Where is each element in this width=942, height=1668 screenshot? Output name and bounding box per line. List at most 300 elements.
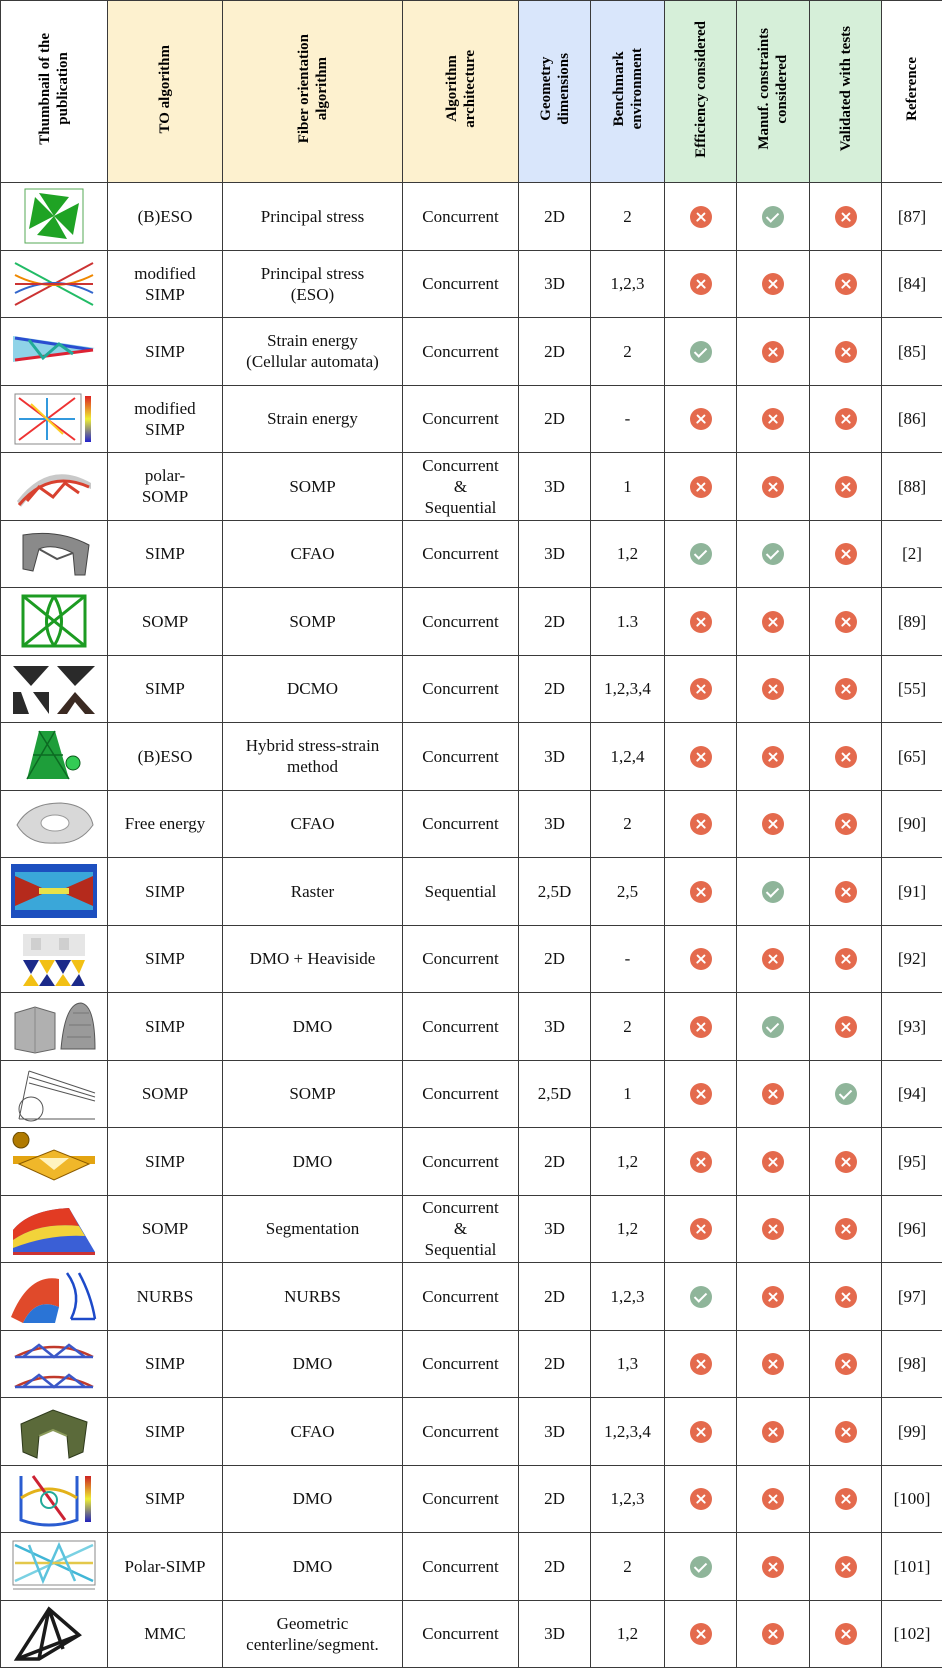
fiber-orientation-cell-text: DMO: [293, 1353, 333, 1374]
header-architecture-label: Algorithm architecture: [443, 50, 479, 128]
publication-thumbnail: [1, 322, 107, 380]
architecture-cell-text: Concurrent: [422, 1286, 498, 1307]
validated-cell: [810, 993, 882, 1061]
cross-circle-icon: [690, 1016, 712, 1038]
reference-cell: [882, 655, 942, 723]
benchmark-cell: [591, 925, 665, 993]
publication-thumbnail: [1, 1132, 107, 1190]
architecture-cell: [403, 1330, 519, 1398]
publication-thumbnail: [1, 1065, 107, 1123]
efficiency-cell: [665, 790, 737, 858]
to-algorithm-cell: [108, 520, 223, 588]
to-algorithm-cell-text: modified SIMP: [134, 398, 195, 440]
table-row: [1, 385, 942, 453]
efficiency-cell: [665, 1330, 737, 1398]
fiber-orientation-cell-text: Principal stress (ESO): [261, 263, 364, 305]
cross-circle-icon: [835, 678, 857, 700]
thumbnail-cell: [1, 520, 108, 588]
table-row: [1, 858, 942, 926]
cross-circle-icon: [835, 1421, 857, 1443]
geometry-cell: [519, 1060, 591, 1128]
cross-circle-icon: [835, 1016, 857, 1038]
manuf-constraints-cell: [737, 1128, 810, 1196]
benchmark-cell-text: 1,2,3,4: [604, 678, 651, 699]
fiber-orientation-cell-text: SOMP: [289, 1083, 335, 1104]
validated-cell: [810, 1465, 882, 1533]
benchmark-cell: [591, 1465, 665, 1533]
benchmark-cell: [591, 1533, 665, 1601]
cross-circle-icon: [835, 948, 857, 970]
cross-circle-icon: [762, 1353, 784, 1375]
to-algorithm-cell: [108, 723, 223, 791]
header-efficiency: [665, 1, 737, 183]
header-reference: [882, 1, 942, 183]
efficiency-cell: [665, 183, 737, 251]
to-algorithm-cell: [108, 453, 223, 521]
cross-circle-icon: [690, 1151, 712, 1173]
geometry-cell-text: 2D: [544, 408, 565, 429]
cross-circle-icon: [690, 1623, 712, 1645]
header-fiber-orientation: [223, 1, 403, 183]
manuf-constraints-cell: [737, 790, 810, 858]
reference-cell: [882, 453, 942, 521]
table-row: [1, 655, 942, 723]
cross-circle-icon: [835, 476, 857, 498]
benchmark-cell-text: 2: [623, 813, 632, 834]
to-algorithm-cell-text: SIMP: [145, 543, 185, 564]
geometry-cell: [519, 993, 591, 1061]
benchmark-cell: [591, 993, 665, 1061]
geometry-cell: [519, 1263, 591, 1331]
reference-cell: [882, 723, 942, 791]
validated-cell: [810, 723, 882, 791]
fiber-orientation-cell-text: Raster: [291, 881, 334, 902]
validated-cell: [810, 1060, 882, 1128]
geometry-cell-text: 3D: [544, 746, 565, 767]
check-circle-icon: [690, 1286, 712, 1308]
efficiency-cell: [665, 925, 737, 993]
reference-text: [87]: [898, 206, 926, 227]
thumbnail-cell: [1, 858, 108, 926]
benchmark-cell: [591, 1263, 665, 1331]
geometry-cell: [519, 1330, 591, 1398]
to-algorithm-cell: [108, 1263, 223, 1331]
manuf-constraints-cell: [737, 1330, 810, 1398]
validated-cell: [810, 1128, 882, 1196]
fiber-orientation-cell-text: CFAO: [290, 1421, 334, 1442]
to-algorithm-cell: [108, 385, 223, 453]
reference-cell: [882, 318, 942, 386]
publication-thumbnail: [1, 1537, 107, 1595]
header-to-algorithm: [108, 1, 223, 183]
reference-cell: [882, 993, 942, 1061]
to-algorithm-cell-text: SOMP: [142, 611, 188, 632]
cross-circle-icon: [762, 476, 784, 498]
architecture-cell-text: Concurrent: [422, 1488, 498, 1509]
to-algorithm-cell: [108, 655, 223, 723]
architecture-cell: [403, 1465, 519, 1533]
efficiency-cell: [665, 453, 737, 521]
reference-text: [2]: [902, 543, 922, 564]
architecture-cell: [403, 588, 519, 656]
geometry-cell: [519, 1465, 591, 1533]
publication-thumbnail: [1, 997, 107, 1055]
reference-cell: [882, 588, 942, 656]
geometry-cell: [519, 858, 591, 926]
manuf-constraints-cell: [737, 1533, 810, 1601]
table-row: [1, 1195, 942, 1263]
fiber-orientation-cell: [223, 453, 403, 521]
reference-text: [88]: [898, 476, 926, 497]
architecture-cell-text: Concurrent: [422, 273, 498, 294]
cross-circle-icon: [762, 1151, 784, 1173]
fiber-orientation-cell: [223, 1398, 403, 1466]
fiber-orientation-cell: [223, 183, 403, 251]
validated-cell: [810, 1600, 882, 1668]
thumbnail-cell: [1, 1195, 108, 1263]
publication-thumbnail: [1, 592, 107, 650]
benchmark-cell: [591, 1600, 665, 1668]
fiber-orientation-cell: [223, 520, 403, 588]
manuf-constraints-cell: [737, 250, 810, 318]
reference-text: [84]: [898, 273, 926, 294]
cross-circle-icon: [762, 813, 784, 835]
architecture-cell: [403, 655, 519, 723]
geometry-cell-text: 3D: [544, 476, 565, 497]
check-circle-icon: [762, 1016, 784, 1038]
thumbnail-cell: [1, 723, 108, 791]
header-geometry-label: Geometry dimensions: [537, 53, 573, 125]
geometry-cell-text: 2D: [544, 1488, 565, 1509]
benchmark-cell-text: 1,2: [617, 1623, 638, 1644]
thumbnail-cell: [1, 318, 108, 386]
cross-circle-icon: [690, 746, 712, 768]
geometry-cell: [519, 1533, 591, 1601]
benchmark-cell-text: 2: [623, 1556, 632, 1577]
thumbnail-cell: [1, 790, 108, 858]
fiber-orientation-cell-text: DMO: [293, 1556, 333, 1577]
architecture-cell: [403, 1533, 519, 1601]
cross-circle-icon: [835, 206, 857, 228]
to-algorithm-cell-text: SIMP: [145, 1151, 185, 1172]
table-row: [1, 1600, 942, 1668]
publication-thumbnail: [1, 1267, 107, 1325]
fiber-orientation-cell: [223, 318, 403, 386]
benchmark-cell-text: 1,2: [617, 1218, 638, 1239]
benchmark-cell: [591, 250, 665, 318]
cross-circle-icon: [762, 1623, 784, 1645]
manuf-constraints-cell: [737, 1465, 810, 1533]
fiber-orientation-cell-text: DMO: [293, 1488, 333, 1509]
architecture-cell-text: Concurrent & Sequential: [422, 1197, 498, 1260]
header-benchmark-label: Benchmark environment: [610, 48, 646, 129]
to-algorithm-cell-text: SIMP: [145, 948, 185, 969]
benchmark-cell: [591, 1330, 665, 1398]
cross-circle-icon: [690, 273, 712, 295]
fiber-orientation-cell-text: DMO + Heaviside: [250, 948, 376, 969]
architecture-cell-text: Concurrent & Sequential: [422, 455, 498, 518]
benchmark-cell-text: 2: [623, 1016, 632, 1037]
fiber-orientation-cell-text: Principal stress: [261, 206, 364, 227]
architecture-cell-text: Concurrent: [422, 813, 498, 834]
architecture-cell: [403, 1195, 519, 1263]
fiber-orientation-cell: [223, 1263, 403, 1331]
efficiency-cell: [665, 655, 737, 723]
manuf-constraints-cell: [737, 520, 810, 588]
manuf-constraints-cell: [737, 1263, 810, 1331]
reference-text: [55]: [898, 678, 926, 699]
geometry-cell: [519, 250, 591, 318]
architecture-cell: [403, 993, 519, 1061]
cross-circle-icon: [835, 341, 857, 363]
fiber-orientation-cell: [223, 858, 403, 926]
benchmark-cell-text: 1,2: [617, 1151, 638, 1172]
geometry-cell: [519, 183, 591, 251]
benchmark-cell-text: 1,2,3,4: [604, 1421, 651, 1442]
benchmark-cell-text: 1,2: [617, 543, 638, 564]
architecture-cell: [403, 250, 519, 318]
table-row: [1, 790, 942, 858]
manuf-constraints-cell: [737, 1600, 810, 1668]
geometry-cell: [519, 385, 591, 453]
geometry-cell-text: 2D: [544, 611, 565, 632]
to-algorithm-cell-text: SIMP: [145, 678, 185, 699]
header-validated-label: Validated with tests: [837, 26, 855, 151]
efficiency-cell: [665, 1398, 737, 1466]
manuf-constraints-cell: [737, 655, 810, 723]
architecture-cell-text: Concurrent: [422, 611, 498, 632]
thumbnail-cell: [1, 655, 108, 723]
benchmark-cell: [591, 1398, 665, 1466]
fiber-orientation-cell-text: Geometric centerline/segment.: [246, 1613, 379, 1655]
thumbnail-cell: [1, 1533, 108, 1601]
reference-text: [86]: [898, 408, 926, 429]
geometry-cell: [519, 318, 591, 386]
efficiency-cell: [665, 520, 737, 588]
cross-circle-icon: [835, 543, 857, 565]
efficiency-cell: [665, 385, 737, 453]
cross-circle-icon: [835, 611, 857, 633]
geometry-cell: [519, 453, 591, 521]
geometry-cell: [519, 520, 591, 588]
architecture-cell: [403, 1398, 519, 1466]
cross-circle-icon: [690, 1353, 712, 1375]
validated-cell: [810, 1398, 882, 1466]
reference-text: [93]: [898, 1016, 926, 1037]
manuf-constraints-cell: [737, 588, 810, 656]
cross-circle-icon: [762, 611, 784, 633]
reference-cell: [882, 250, 942, 318]
to-algorithm-cell-text: Polar-SIMP: [125, 1556, 206, 1577]
efficiency-cell: [665, 1533, 737, 1601]
reference-cell: [882, 183, 942, 251]
cross-circle-icon: [690, 948, 712, 970]
fiber-orientation-cell: [223, 250, 403, 318]
geometry-cell: [519, 925, 591, 993]
validated-cell: [810, 1330, 882, 1398]
validated-cell: [810, 183, 882, 251]
thumbnail-cell: [1, 250, 108, 318]
check-circle-icon: [762, 881, 784, 903]
efficiency-cell: [665, 1060, 737, 1128]
reference-text: [91]: [898, 881, 926, 902]
check-circle-icon: [690, 341, 712, 363]
to-algorithm-cell: [108, 1600, 223, 1668]
cross-circle-icon: [762, 948, 784, 970]
manuf-constraints-cell: [737, 1195, 810, 1263]
efficiency-cell: [665, 1195, 737, 1263]
cross-circle-icon: [835, 881, 857, 903]
fiber-orientation-cell-text: SOMP: [289, 476, 335, 497]
cross-circle-icon: [762, 1556, 784, 1578]
architecture-cell-text: Concurrent: [422, 948, 498, 969]
publication-thumbnail: [1, 1470, 107, 1528]
architecture-cell-text: Concurrent: [422, 543, 498, 564]
table-body: [1, 183, 942, 1668]
to-algorithm-cell: [108, 790, 223, 858]
thumbnail-cell: [1, 1060, 108, 1128]
reference-text: [101]: [894, 1556, 931, 1577]
architecture-cell-text: Concurrent: [422, 408, 498, 429]
geometry-cell: [519, 1128, 591, 1196]
fiber-orientation-cell-text: DMO: [293, 1016, 333, 1037]
cross-circle-icon: [835, 1623, 857, 1645]
table-row: [1, 453, 942, 521]
header-manuf: [737, 1, 810, 183]
geometry-cell-text: 2D: [544, 1353, 565, 1374]
geometry-cell-text: 2D: [544, 206, 565, 227]
cross-circle-icon: [690, 1421, 712, 1443]
cross-circle-icon: [690, 881, 712, 903]
to-algorithm-cell-text: SIMP: [145, 341, 185, 362]
reference-cell: [882, 858, 942, 926]
cross-circle-icon: [762, 746, 784, 768]
architecture-cell-text: Concurrent: [422, 678, 498, 699]
thumbnail-cell: [1, 1128, 108, 1196]
header-thumbnail: [1, 1, 108, 183]
header-geometry: [519, 1, 591, 183]
fiber-orientation-cell: [223, 1600, 403, 1668]
header-fiber-orientation-label: Fiber orientation algorithm: [295, 34, 331, 143]
benchmark-cell-text: 1: [623, 476, 632, 497]
geometry-cell-text: 3D: [544, 1016, 565, 1037]
architecture-cell: [403, 925, 519, 993]
publication-thumbnail: [1, 1605, 107, 1663]
table-row: [1, 1128, 942, 1196]
efficiency-cell: [665, 318, 737, 386]
publication-thumbnail: [1, 862, 107, 920]
reference-text: [102]: [894, 1623, 931, 1644]
thumbnail-cell: [1, 1600, 108, 1668]
publication-thumbnail: [1, 187, 107, 245]
benchmark-cell: [591, 858, 665, 926]
manuf-constraints-cell: [737, 318, 810, 386]
publication-thumbnail: [1, 1200, 107, 1258]
architecture-cell: [403, 858, 519, 926]
geometry-cell: [519, 723, 591, 791]
cross-circle-icon: [762, 1083, 784, 1105]
header-benchmark: [591, 1, 665, 183]
cross-circle-icon: [762, 341, 784, 363]
cross-circle-icon: [690, 476, 712, 498]
cross-circle-icon: [690, 678, 712, 700]
to-algorithm-cell-text: SIMP: [145, 1353, 185, 1374]
header-to-algorithm-label: TO algorithm: [156, 45, 174, 133]
benchmark-cell: [591, 1060, 665, 1128]
thumbnail-cell: [1, 588, 108, 656]
geometry-cell: [519, 1600, 591, 1668]
header-thumbnail-label: Thumbnail of the publication: [36, 33, 72, 145]
benchmark-cell-text: 1,2,4: [611, 746, 645, 767]
thumbnail-cell: [1, 1263, 108, 1331]
architecture-cell-text: Concurrent: [422, 341, 498, 362]
fiber-orientation-cell-text: Strain energy (Cellular automata): [246, 330, 379, 372]
benchmark-cell: [591, 453, 665, 521]
cross-circle-icon: [762, 1488, 784, 1510]
geometry-cell-text: 3D: [544, 543, 565, 564]
thumbnail-cell: [1, 1330, 108, 1398]
architecture-cell: [403, 723, 519, 791]
architecture-cell-text: Concurrent: [422, 1623, 498, 1644]
cross-circle-icon: [835, 1488, 857, 1510]
fiber-orientation-cell: [223, 1128, 403, 1196]
check-circle-icon: [835, 1083, 857, 1105]
publication-thumbnail: [1, 255, 107, 313]
to-algorithm-cell: [108, 925, 223, 993]
benchmark-cell: [591, 183, 665, 251]
reference-text: [95]: [898, 1151, 926, 1172]
to-algorithm-cell-text: polar- SOMP: [142, 465, 188, 507]
publication-thumbnail: [1, 390, 107, 448]
benchmark-cell-text: 1,2,3: [611, 1286, 645, 1307]
geometry-cell: [519, 1398, 591, 1466]
to-algorithm-cell-text: SIMP: [145, 1421, 185, 1442]
benchmark-cell: [591, 318, 665, 386]
cross-circle-icon: [762, 1218, 784, 1240]
cross-circle-icon: [762, 1421, 784, 1443]
table-row: [1, 318, 942, 386]
manuf-constraints-cell: [737, 1060, 810, 1128]
efficiency-cell: [665, 993, 737, 1061]
header-manuf-label: Manuf. constraints considered: [755, 28, 791, 150]
reference-cell: [882, 1060, 942, 1128]
reference-cell: [882, 1128, 942, 1196]
geometry-cell-text: 2,5D: [538, 881, 572, 902]
thumbnail-cell: [1, 925, 108, 993]
reference-text: [92]: [898, 948, 926, 969]
thumbnail-cell: [1, 183, 108, 251]
efficiency-cell: [665, 250, 737, 318]
cross-circle-icon: [690, 408, 712, 430]
reference-cell: [882, 925, 942, 993]
to-algorithm-cell: [108, 1128, 223, 1196]
fiber-orientation-cell: [223, 723, 403, 791]
manuf-constraints-cell: [737, 925, 810, 993]
publication-thumbnail: [1, 1335, 107, 1393]
table-row: [1, 993, 942, 1061]
geometry-cell: [519, 790, 591, 858]
geometry-cell-text: 2D: [544, 1286, 565, 1307]
cross-circle-icon: [835, 1353, 857, 1375]
to-algorithm-cell-text: (B)ESO: [138, 206, 193, 227]
validated-cell: [810, 1533, 882, 1601]
architecture-cell-text: Concurrent: [422, 1016, 498, 1037]
geometry-cell-text: 2D: [544, 948, 565, 969]
geometry-cell: [519, 655, 591, 723]
fiber-orientation-cell: [223, 1060, 403, 1128]
efficiency-cell: [665, 1263, 737, 1331]
benchmark-cell-text: 1.3: [617, 611, 638, 632]
